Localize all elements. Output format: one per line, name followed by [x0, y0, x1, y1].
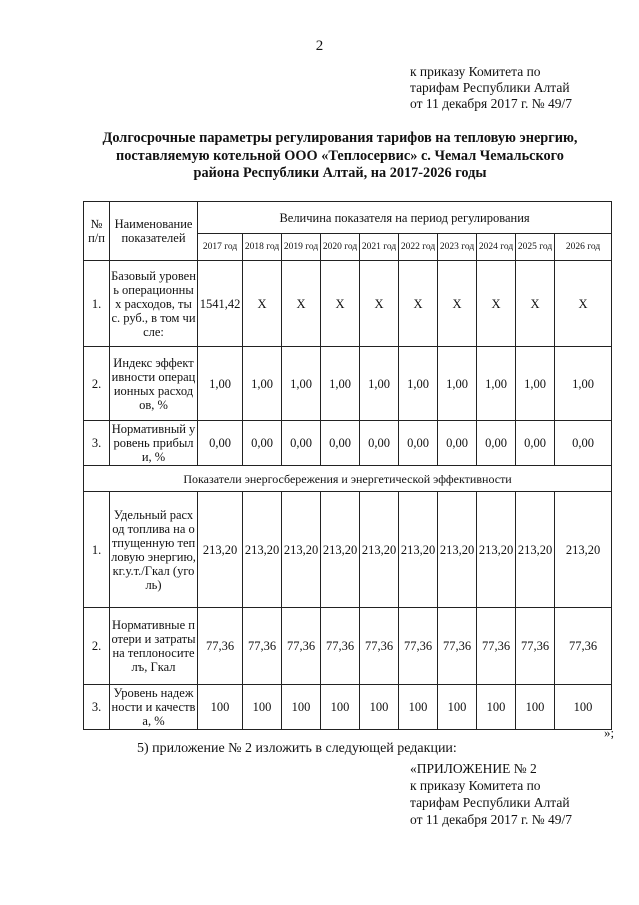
value-cell: X: [282, 261, 321, 347]
table-body: [84, 202, 612, 730]
value-cell: 213,20: [360, 492, 399, 608]
year-header: 2025 год: [516, 234, 555, 261]
reference-line: «ПРИЛОЖЕНИЕ № 2: [410, 761, 537, 776]
title-line: поставляемую котельной ООО «Теплосервис» с. Чемал Чемальского: [116, 147, 564, 164]
reference-line: от 11 декабря 2017 г. № 49/7: [410, 96, 573, 111]
reference-block-bottom: [410, 760, 572, 828]
value-cell: 1,00: [243, 347, 282, 421]
value-cell: X: [321, 261, 360, 347]
row-indicator-name: Индекс эффективности операционных расходов, %: [110, 347, 198, 421]
table-row: [84, 347, 612, 421]
value-cell: 100: [516, 685, 555, 730]
value-cell: 77,36: [555, 608, 612, 685]
value-cell: 0,00: [438, 421, 477, 466]
value-cell: 77,36: [198, 608, 243, 685]
title-line: района Республики Алтай, на 2017-2026 годы: [193, 165, 487, 181]
value-cell: 213,20: [243, 492, 282, 608]
value-cell: 0,00: [555, 421, 612, 466]
value-cell: 0,00: [321, 421, 360, 466]
value-cell: 213,20: [198, 492, 243, 608]
year-header: 2021 год: [360, 234, 399, 261]
year-header: 2024 год: [477, 234, 516, 261]
value-cell: 100: [198, 685, 243, 730]
table-row: [84, 685, 612, 730]
value-cell: X: [399, 261, 438, 347]
table-row: [84, 261, 612, 347]
value-cell: 100: [243, 685, 282, 730]
value-cell: 1,00: [399, 347, 438, 421]
instruction-text: 5) приложение № 2 изложить в следующей редакции:: [137, 741, 457, 756]
value-cell: 0,00: [198, 421, 243, 466]
row-number: 2.: [84, 608, 110, 685]
row-indicator-name: Нормативные потери и затраты на теплоносителъ, Гкал: [110, 608, 198, 685]
row-indicator-name: Базовый уровень операционных расходов, тыс. руб., в том числе:: [110, 261, 198, 347]
value-cell: 77,36: [321, 608, 360, 685]
value-cell: 77,36: [516, 608, 555, 685]
table-row: [84, 421, 612, 466]
value-cell: 0,00: [282, 421, 321, 466]
section-row: [84, 466, 612, 492]
value-cell: 100: [477, 685, 516, 730]
row-indicator-name: Уровень надежности и качества, %: [110, 685, 198, 730]
title-line: Долгосрочные параметры регулирования тарифов на тепловую энергию,: [102, 130, 578, 146]
value-cell: 1,00: [477, 347, 516, 421]
year-header: 2017 год: [198, 234, 243, 261]
value-cell: 77,36: [243, 608, 282, 685]
header-num: № п/п: [84, 202, 110, 261]
value-cell: 1,00: [516, 347, 555, 421]
document-title: [60, 130, 620, 183]
value-cell: 213,20: [321, 492, 360, 608]
value-cell: 0,00: [360, 421, 399, 466]
value-cell: 77,36: [282, 608, 321, 685]
row-number: 1.: [84, 492, 110, 608]
value-cell: 100: [321, 685, 360, 730]
year-header: 2026 год: [555, 234, 612, 261]
value-cell: 100: [282, 685, 321, 730]
value-cell: X: [243, 261, 282, 347]
row-number: 3.: [84, 421, 110, 466]
reference-block-top: [410, 64, 572, 112]
value-cell: 1,00: [438, 347, 477, 421]
header-row: [84, 202, 612, 234]
row-number: 1.: [84, 261, 110, 347]
reference-line: к приказу Комитета по: [410, 64, 541, 79]
value-cell: 213,20: [399, 492, 438, 608]
parameters-table: [83, 201, 612, 730]
value-cell: 100: [360, 685, 399, 730]
row-indicator-name: Нормативный уровень прибыли, %: [110, 421, 198, 466]
value-cell: 213,20: [477, 492, 516, 608]
value-cell: 0,00: [477, 421, 516, 466]
value-cell: 100: [399, 685, 438, 730]
value-cell: 0,00: [243, 421, 282, 466]
reference-line: к приказу Комитета по: [410, 778, 541, 793]
value-cell: X: [477, 261, 516, 347]
value-cell: 213,20: [516, 492, 555, 608]
reference-line: тарифам Республики Алтай: [410, 795, 570, 810]
value-cell: 1,00: [555, 347, 612, 421]
reference-line: тарифам Республики Алтай: [410, 80, 570, 95]
value-cell: 77,36: [438, 608, 477, 685]
year-header: 2022 год: [399, 234, 438, 261]
year-header: 2023 год: [438, 234, 477, 261]
value-cell: 213,20: [438, 492, 477, 608]
closing-mark: »;: [604, 725, 615, 740]
value-cell: 100: [555, 685, 612, 730]
value-cell: 77,36: [399, 608, 438, 685]
value-cell: 100: [438, 685, 477, 730]
value-cell: 213,20: [282, 492, 321, 608]
value-cell: 1541,42: [198, 261, 243, 347]
value-cell: 1,00: [360, 347, 399, 421]
value-cell: 1,00: [282, 347, 321, 421]
year-header: 2019 год: [282, 234, 321, 261]
row-indicator-name: Удельный расход топлива на отпущенную тепловую энергию, кг.у.т./Гкал (уголь): [110, 492, 198, 608]
value-cell: X: [360, 261, 399, 347]
value-cell: 0,00: [516, 421, 555, 466]
value-cell: 77,36: [477, 608, 516, 685]
row-number: 3.: [84, 685, 110, 730]
value-cell: 1,00: [198, 347, 243, 421]
year-header: 2020 год: [321, 234, 360, 261]
value-cell: 0,00: [399, 421, 438, 466]
value-cell: 1,00: [321, 347, 360, 421]
header-name: Наименование показателей: [110, 202, 198, 261]
table-row: [84, 492, 612, 608]
value-cell: 213,20: [555, 492, 612, 608]
reference-line: от 11 декабря 2017 г. № 49/7: [410, 812, 573, 827]
value-cell: X: [516, 261, 555, 347]
row-number: 2.: [84, 347, 110, 421]
page-number: 2: [315, 38, 324, 54]
table-row: [84, 608, 612, 685]
value-cell: X: [438, 261, 477, 347]
header-period: Величина показателя на период регулирования: [198, 202, 612, 234]
year-header: 2018 год: [243, 234, 282, 261]
section-title: Показатели энергосбережения и энергетической эффективности: [84, 466, 612, 492]
value-cell: 77,36: [360, 608, 399, 685]
value-cell: X: [555, 261, 612, 347]
